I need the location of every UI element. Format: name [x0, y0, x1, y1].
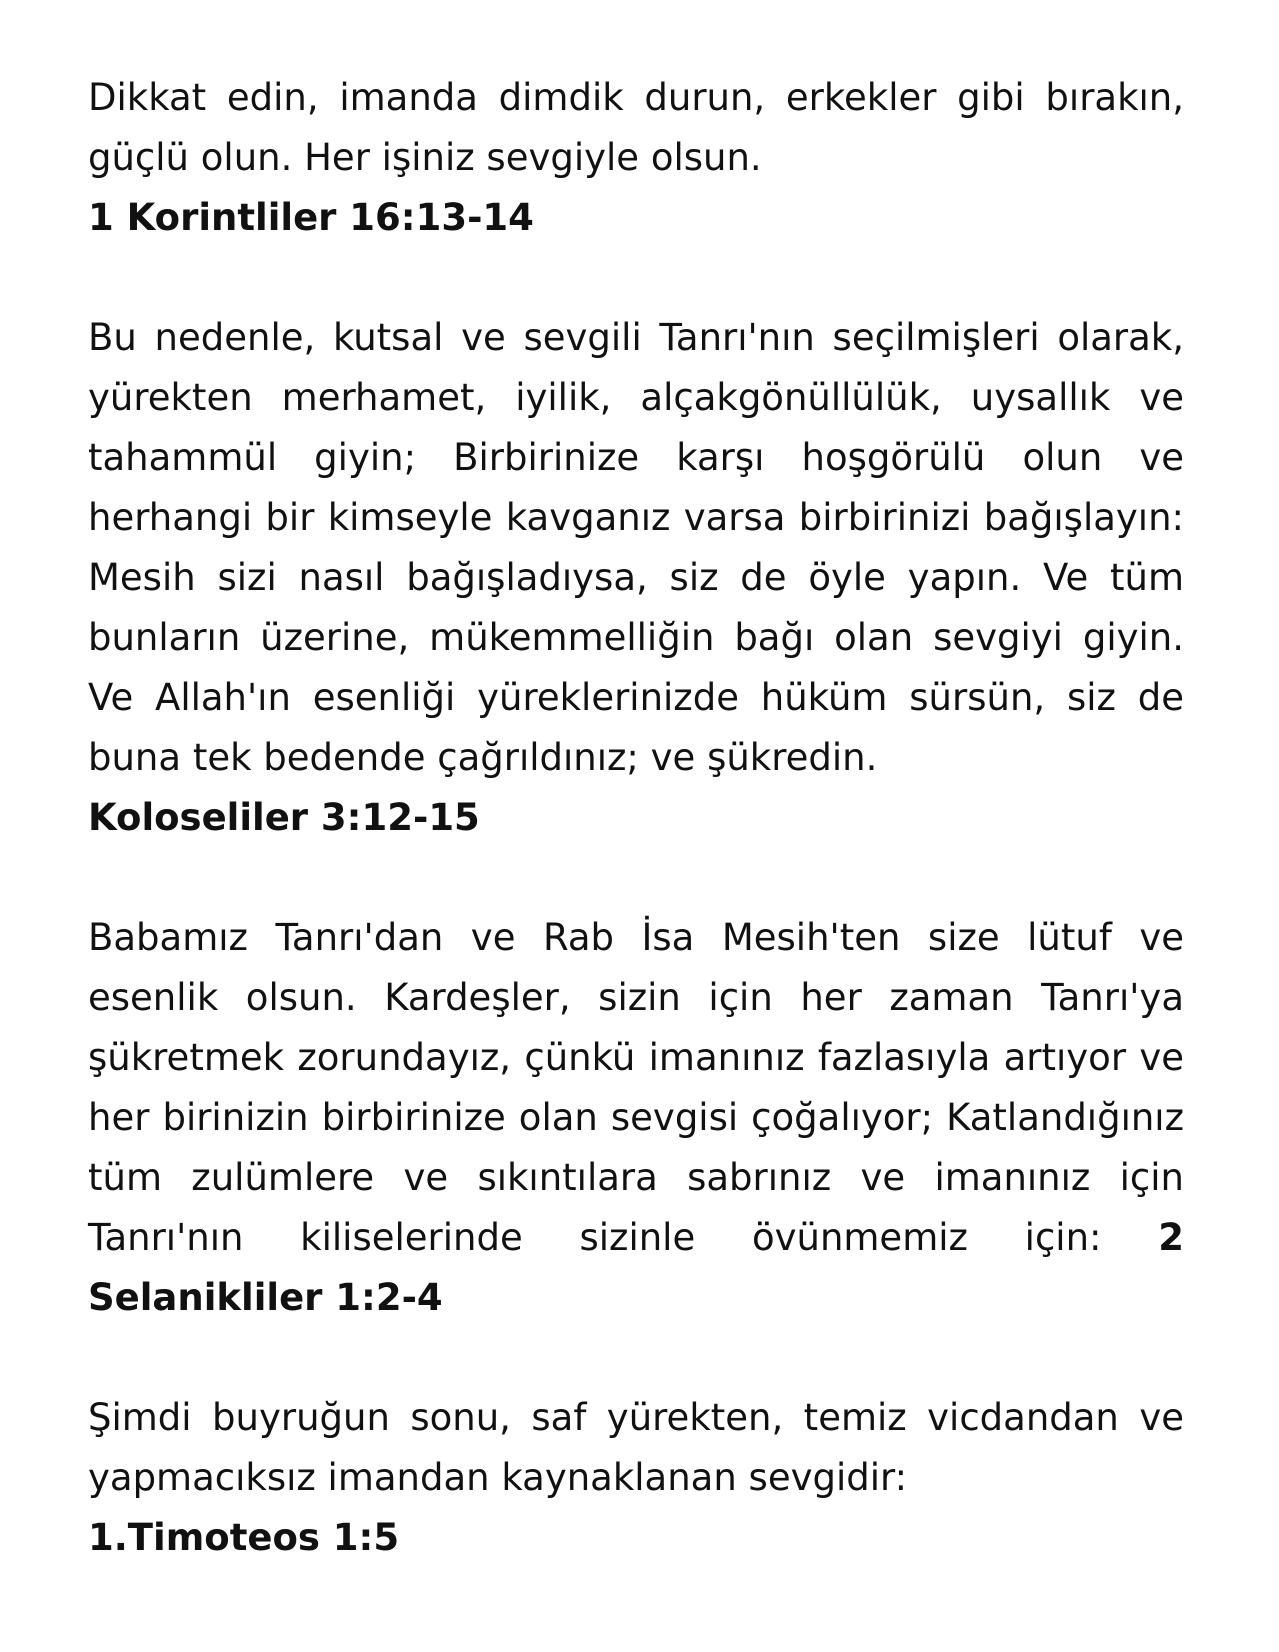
- verse-text: Babamız Tanrı'dan ve Rab İsa Mesih'ten size lütuf ve esenlik olsun. Kardeşler, sizin için her zaman Tanrı'ya şükretmek zorundayız, çünkü imanınız fazlasıyla artıyor ve her birinizin birbirinize olan sevgisi çoğalıyor; Katlandığınız tüm zulümlere ve sıkıntılara sabrınız ve imanınız için Tanrı'nın kiliselerinde sizinle övünmemiz için:: [88, 916, 1184, 1259]
- verse-block: [88, 68, 1184, 248]
- verse-reference: 1 Korintliler 16:13-14: [88, 196, 534, 239]
- verse-reference: 1.Timoteos 1:5: [88, 1516, 400, 1559]
- verse-text: Dikkat edin, imanda dimdik durun, erkekler gibi bırakın, güçlü olun. Her işiniz sevgiyle olsun.: [88, 76, 1184, 179]
- document-page: [88, 68, 1184, 1568]
- verse-block: [88, 308, 1184, 848]
- verse-text: Şimdi buyruğun sonu, saf yürekten, temiz vicdandan ve yapmacıksız imandan kaynaklanan sevgidir:: [88, 1396, 1184, 1499]
- verse-block: [88, 1388, 1184, 1568]
- verse-reference: 2 Selanikliler 1:2-4: [88, 1216, 1184, 1319]
- verse-reference: Koloseliler 3:12-15: [88, 796, 480, 839]
- verse-block: [88, 908, 1184, 1328]
- verse-text: Bu nedenle, kutsal ve sevgili Tanrı'nın seçilmişleri olarak, yürekten merhamet, iyilik, alçakgönüllülük, uysallık ve tahammül giyin; Birbirinize karşı hoşgörülü olun ve herhangi bir kimseyle kavganız varsa birbirinizi bağışlayın: Mesih sizi nasıl bağışladıysa, siz de öyle yapın. Ve tüm bunların üzerine, mükemmelliğin bağı olan sevgiyi giyin. Ve Allah'ın esenliği yüreklerinizde hüküm sürsün, siz de buna tek bedende çağrıldınız; ve şükredin.: [88, 316, 1184, 779]
